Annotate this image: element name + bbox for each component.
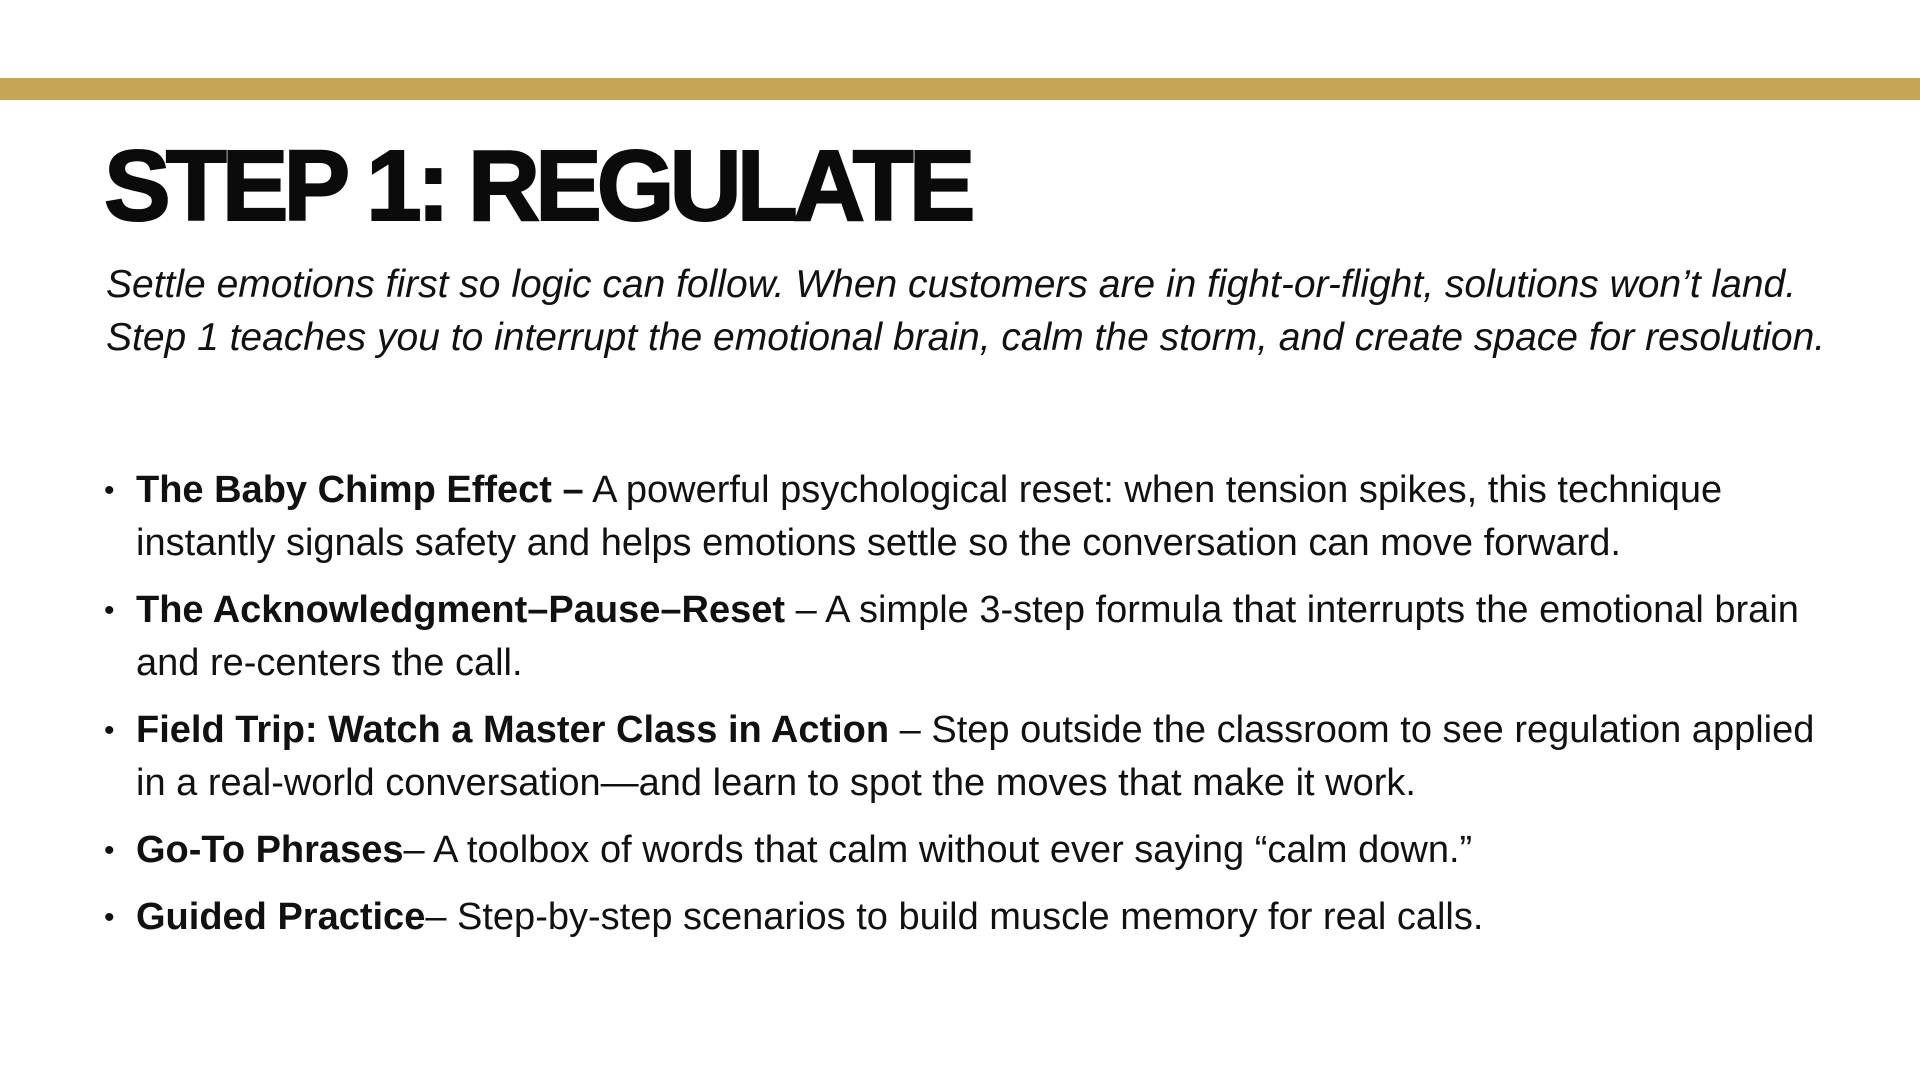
slide-title: STEP 1: REGULATE: [104, 130, 971, 242]
bullet-description: A powerful psychological reset: when tension spikes, this technique instantly signals safety and helps emotions settle so the conversation can move forward.: [136, 469, 1723, 564]
bullet-description: – Step outside the classroom to see regulation applied in a real-world conversation—and learn to spot the moves that make it work.: [136, 709, 1815, 804]
bullet-item-guided-practice: [104, 891, 1824, 944]
bullet-description: – A simple 3-step formula that interrupts the emotional brain and re-centers the call.: [136, 589, 1799, 684]
bullet-dot-icon: •: [104, 594, 115, 627]
bullet-dot-icon: •: [104, 714, 115, 747]
bullet-item-acknowledgment: [104, 584, 1824, 690]
bullet-term: The Baby Chimp Effect –: [136, 469, 584, 511]
bullet-item-go-to-phrases: [104, 824, 1824, 877]
accent-bar: [0, 78, 1920, 100]
bullet-dot-icon: •: [104, 474, 115, 507]
bullet-item-baby-chimp: [104, 464, 1824, 570]
bullet-term: Go-To Phrases: [136, 829, 404, 871]
bullet-dot-icon: •: [104, 834, 115, 867]
bullet-term: Guided Practice: [136, 896, 426, 938]
bullet-list: [104, 464, 1824, 958]
bullet-description: – Step-by-step scenarios to build muscle memory for real calls.: [425, 896, 1484, 938]
bullet-item-field-trip: [104, 704, 1824, 810]
slide-subtitle: Settle emotions first so logic can follow. When customers are in fight-or-flight, solutions won’t land. Step 1 teaches you to interrupt the emotional brain, calm the storm, and create space for resolution.: [106, 263, 1826, 359]
bullet-description: – A toolbox of words that calm without ever saying “calm down.”: [403, 829, 1473, 871]
bullet-term: Field Trip: Watch a Master Class in Action: [136, 709, 890, 751]
bullet-dot-icon: •: [104, 901, 115, 934]
bullet-term: The Acknowledgment–Pause–Reset: [136, 589, 786, 631]
